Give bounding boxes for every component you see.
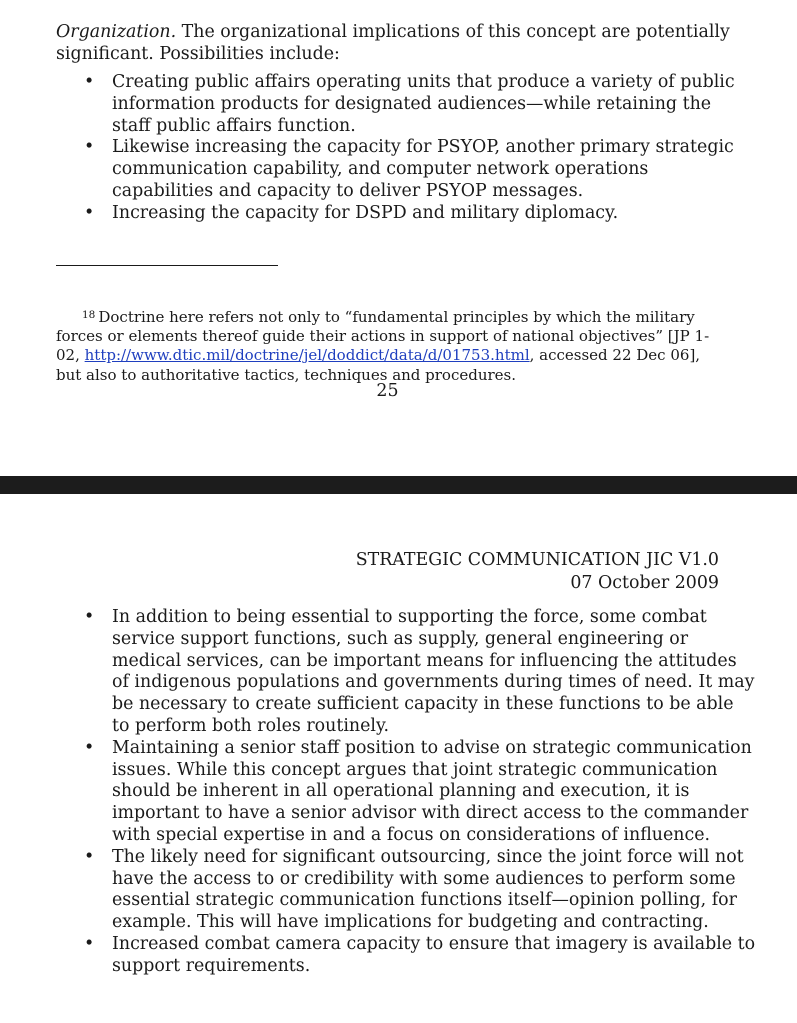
header-title: STRATEGIC COMMUNICATION JIC V1.0 <box>355 550 719 570</box>
list-item <box>56 934 756 978</box>
footnote-separator <box>56 265 278 266</box>
bullet-icon: • <box>84 846 95 867</box>
list-item-text: Likewise increasing the capacity for PSYOP, another primary strategic communication capability, and computer network operations capabilities and capacity to deliver PSYOP messages. <box>112 137 734 201</box>
list-item <box>56 738 756 847</box>
list-item-text: In addition to being essential to supporting the force, some combat service support functions, such as supply, general engineering or medical services, can be important means for influencing the attitudes of indigenous populations and governments during times of need. It may be necessary to create sufficient capacity in these functions to be able to perform both roles routinely. <box>112 607 755 736</box>
page-divider <box>0 476 797 494</box>
bullet-icon: • <box>84 737 95 758</box>
document-page-top <box>0 0 797 476</box>
footnote-text-after-link: , accessed 22 Dec 06], but also to authoritative tactics, techniques and procedures. <box>56 346 701 384</box>
bullet-icon: • <box>84 202 95 223</box>
organization-possibilities-list-continued <box>56 607 756 978</box>
bullet-icon: • <box>84 607 95 627</box>
list-item-text: Maintaining a senior staff position to advise on strategic communication issues. While this concept argues that joint strategic communication should be inherent in all operational planning and execution, it is important to have a senior advisor with direct access to the commander with special expertise in and a focus on considerations of influence. <box>112 737 752 845</box>
page-number: 25 <box>376 381 399 401</box>
running-header <box>356 549 719 595</box>
header-date: 07 October 2009 <box>570 573 719 593</box>
footnote-text-before-link: Doctrine here refers not only to “fundamental principles by which the military forces or elements thereof guide their actions in support of national objectives” [JP 1-02, <box>56 308 710 365</box>
organization-text: The organizational implications of this concept are potentially significant. Possibilities include: <box>56 22 730 65</box>
list-item <box>56 607 756 738</box>
list-item <box>56 847 756 934</box>
footnote-number: 18 <box>82 309 96 321</box>
bullet-icon: • <box>84 137 95 158</box>
organization-possibilities-list <box>56 72 746 225</box>
footnote-18 <box>56 306 716 385</box>
footnote-link[interactable]: http://www.dtic.mil/doctrine/jel/doddict/data/d/01753.html <box>84 346 530 365</box>
bullet-icon: • <box>84 72 95 92</box>
list-item <box>56 72 746 137</box>
list-item <box>56 137 746 202</box>
list-item-text: Creating public affairs operating units that produce a variety of public information products for designated audiences—while retaining the staff public affairs function. <box>112 72 735 136</box>
list-item-text: Increased combat camera capacity to ensure that imagery is available to support requirements. <box>112 933 756 976</box>
bullet-icon: • <box>84 933 95 954</box>
list-item-text: The likely need for significant outsourcing, since the joint force will not have the access to or credibility with some audiences to perform some essential strategic communication functions itself—opinion polling, for example. This will have implications for budgeting and contracting. <box>112 846 744 933</box>
document-page-bottom <box>0 494 797 1023</box>
organization-lead: Organization. <box>56 22 177 43</box>
list-item-text: Increasing the capacity for DSPD and military diplomacy. <box>112 202 619 223</box>
list-item <box>56 203 746 225</box>
organization-paragraph <box>56 22 756 66</box>
